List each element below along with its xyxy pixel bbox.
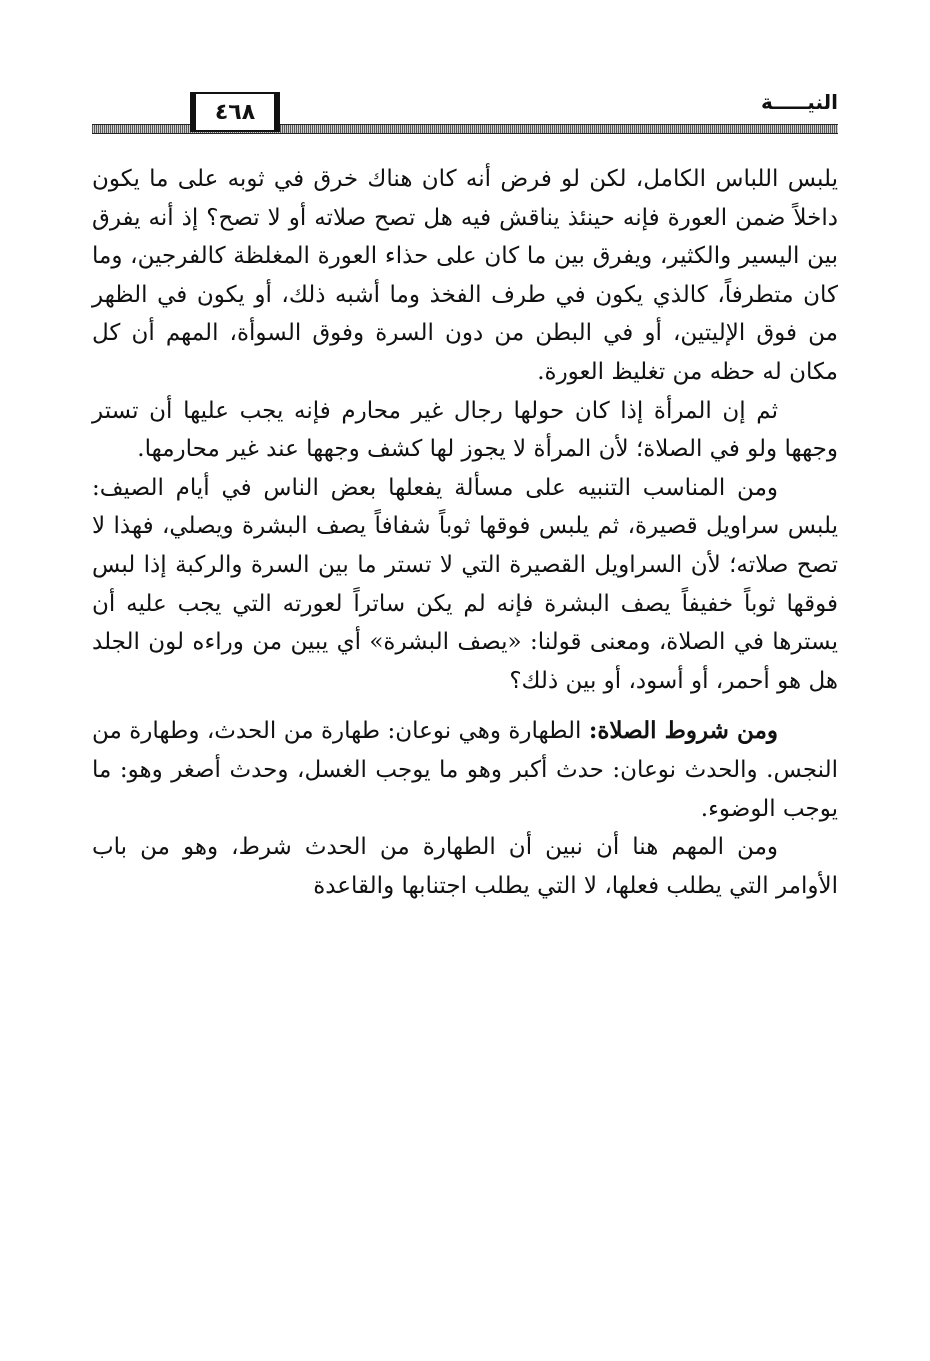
paragraph-text: الطهارة وهي نوعان: طهارة من الحدث، وطهارة من النجس. والحدث نوعان: حدث أكبر وهو ما يوجب الغسل، وحدث أصغر وهو: ما يوجب الوضوء. <box>92 718 838 822</box>
paragraph: ومن المهم هنا أن نبين أن الطهارة من الحدث شرط، وهو من باب الأوامر التي يطلب فعلها، لا التي يطلب اجتنابها والقاعدة <box>92 834 838 899</box>
paragraph: ثم إن المرأة إذا كان حولها رجال غير محارم فإنه يجب عليها أن تستر وجهها ولو في الصلاة؛ لأن المرأة لا يجوز لها كشف وجهها عند غير محارمها. <box>92 397 838 463</box>
section-gap <box>92 700 838 712</box>
chapter-title: النيـــــة <box>760 90 838 114</box>
section-lead: ومن شروط الصلاة: <box>588 717 778 745</box>
paragraph <box>92 712 838 828</box>
paragraph: يلبس اللباس الكامل، لكن لو فرض أنه كان هناك خرق في ثوبه على ما يكون داخلاً ضمن العورة فإنه حينئذ يناقش فيه هل تصح صلاته أو لا تصح؟ إذ أنه يفرق بين اليسير والكثير، ويفرق بين ما كان على حذاء العورة المغلظة كالفرجين، وما كان متطرفاً، كالذي يكون في طرف الفخذ وما أشبه ذلك، أو يكون في الظهر من فوق الإليتين، أو في البطن من دون السرة وفوق السوأة، المهم أن كل مكان له حظه من تغليظ العورة. <box>92 166 838 385</box>
paragraph: ومن المناسب التنبيه على مسألة يفعلها بعض الناس في أيام الصيف: يلبس سراويل قصيرة، ثم يلبس فوقها ثوباً شفافاً يصف البشرة ويصلي، فهذا لا تصح صلاته؛ لأن السراويل القصيرة التي لا تستر ما بين السرة والركبة إذا لبس فوقها ثوباً خفيفاً يصف البشرة فإنه لم يكن ساتراً لعورته التي يجب عليه أن يسترها في الصلاة، ومعنى قولنا: «يصف البشرة» أي يبين من وراءه لون الجلد هل هو أحمر، أو أسود، أو بين ذلك؟ <box>92 474 838 694</box>
body-text <box>92 160 838 905</box>
page-number: ٤٦٨ <box>190 92 280 132</box>
page-header <box>92 88 838 136</box>
